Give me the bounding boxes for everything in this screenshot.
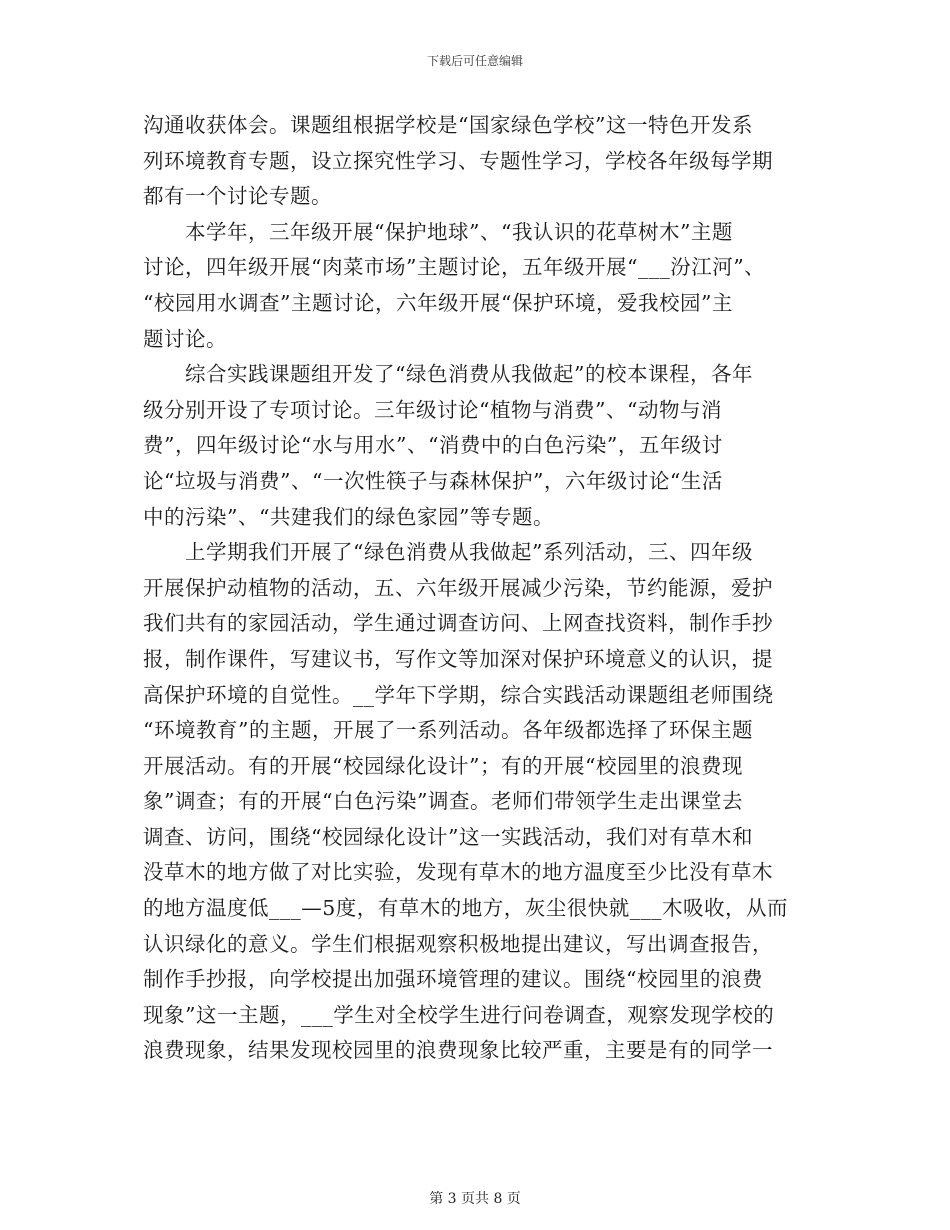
text-line: 费”，四年级讨论“水与用水”、“消费中的白色污染”，五年级讨 [143, 433, 723, 458]
text-line: 综合实践课题组开发了“绿色消费从我做起”的校本课程，各年 [143, 362, 753, 387]
text-line: 本学年，三年级开展“保护地球”、“我认识的花草树木”主题 [143, 219, 733, 244]
text-line: 浪费现象，结果发现校园里的浪费现象比较严重，主要是有的同学一 [143, 1038, 773, 1063]
document-body [143, 108, 808, 1069]
text-line: “校园用水调查”主题讨论，六年级开展“保护环境，爱我校园”主 [143, 290, 733, 315]
text-line: 现象”这一主题，___学生对全校学生进行问卷调查，观察发现学校的 [143, 1002, 775, 1027]
text-line: 中的污染”、“共建我们的绿色家园”等专题。 [143, 504, 554, 529]
text-line: 级分别开设了专项讨论。三年级讨论“植物与消费”、“动物与消 [143, 397, 722, 422]
text-line: 报，制作课件，写建议书，写作文等加深对保护环境意义的认识，提 [143, 646, 773, 671]
text-line: 认识绿化的意义。学生们根据观察积极地提出建议，写出调查报告， [143, 931, 773, 956]
text-line: 列环境教育专题，设立探究性学习、专题性学习，学校各年级每学期 [143, 148, 773, 173]
text-line: 上学期我们开展了“绿色消费从我做起”系列活动，三、四年级 [143, 540, 753, 565]
text-line: 论“垃圾与消费”、“一次性筷子与森林保护”，六年级讨论“生活 [143, 468, 723, 493]
text-line: 我们共有的家园活动，学生通过调查访问、上网查找资料，制作手抄 [143, 611, 773, 636]
text-line: 都有一个讨论专题。 [143, 184, 332, 209]
text-line: 制作手抄报，向学校提出加强环境管理的建议。围绕“校园里的浪费 [143, 967, 763, 992]
text-line: 题讨论。 [143, 326, 227, 351]
page-header: 下载后可任意编辑 [426, 54, 523, 68]
text-line: 开展活动。有的开展“校园绿化设计”；有的开展“校园里的浪费现 [143, 753, 743, 778]
text-line: 没草木的地方做了对比实验，发现有草木的地方温度至少比没有草木 [143, 860, 773, 885]
text-line: 沟通收获体会。课题组根据学校是“国家绿色学校”这一特色开发系 [143, 113, 753, 137]
text-line: 开展保护动植物的活动，五、六年级开展减少污染，节约能源，爱护 [143, 575, 773, 600]
text-line: 调查、访问，围绕“校园绿化设计”这一实践活动，我们对有草木和 [143, 824, 753, 849]
page-footer: 第 3 页共 8 页 [429, 1191, 521, 1207]
text-line: 的地方温度低___—5度，有草木的地方，灰尘很快就___木吸收，从而 [143, 896, 789, 921]
text-line: 高保护环境的自觉性。__学年下学期，综合实践活动课题组老师围绕 [143, 682, 774, 707]
text-line: 象”调查；有的开展“白色污染”调查。老师们带领学生走出课堂去 [143, 789, 743, 814]
text-line: “环境教育”的主题，开展了一系列活动。各年级都选择了环保主题 [143, 718, 753, 743]
text-line: 讨论，四年级开展“肉菜市场”主题讨论，五年级开展“___汾江河”、 [143, 255, 766, 280]
